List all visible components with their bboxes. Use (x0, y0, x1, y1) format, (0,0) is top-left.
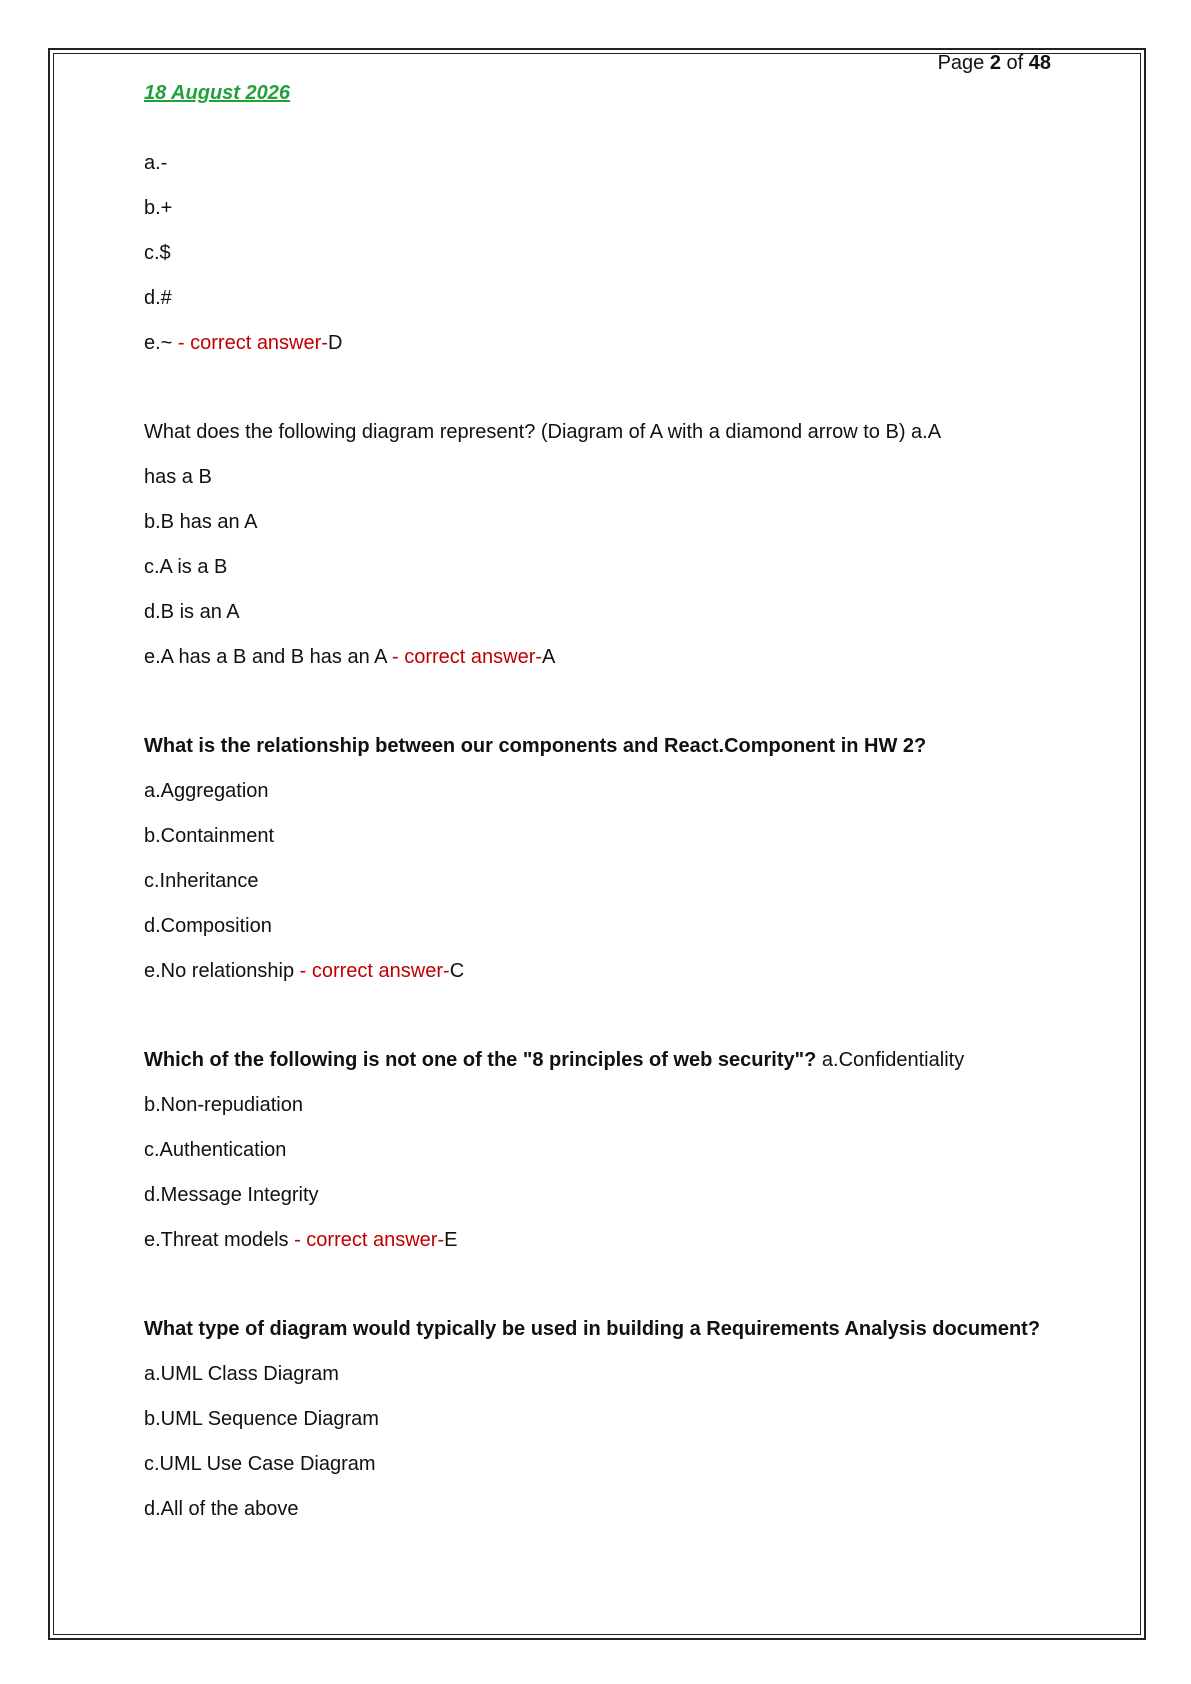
option-line: c.UML Use Case Diagram (144, 1453, 376, 1475)
option-line: a.- (144, 152, 168, 174)
answer-line: e.Threat models - correct answer-E (144, 1229, 458, 1251)
question-block (144, 1316, 1044, 1541)
option-line: b.Non-repudiation (144, 1094, 303, 1116)
answer-line: e.No relationship - correct answer-C (144, 960, 465, 982)
question-text: What is the relationship between our components and React.Component in HW 2? (144, 735, 927, 757)
document-date: 18 August 2026 (144, 82, 290, 104)
option-line: a.Aggregation (144, 780, 269, 802)
option-line: d.All of the above (144, 1498, 299, 1520)
question-text: Which of the following is not one of the "8 principles of web security"? a.Confidentiality (144, 1049, 965, 1071)
option-line: c.$ (144, 242, 171, 264)
option-line: b.B has an A (144, 511, 258, 533)
answer-marker: - correct answer- (172, 332, 328, 354)
question-block (144, 150, 1044, 375)
option-line: b.+ (144, 197, 173, 219)
document-body (144, 150, 1044, 1541)
question-block (144, 733, 1044, 1003)
answer-letter: A (542, 646, 556, 668)
page-number: Page 2 of 48 (937, 52, 1051, 74)
answer-line: e.A has a B and B has an A - correct answer-A (144, 646, 556, 668)
option-line: has a B (144, 466, 212, 488)
question-block (144, 1047, 1044, 1272)
option-line: d.# (144, 287, 172, 309)
answer-letter: C (449, 960, 465, 982)
answer-letter: D (327, 332, 343, 354)
option-line: b.UML Sequence Diagram (144, 1408, 379, 1430)
option-line: d.Composition (144, 915, 272, 937)
answer-line: e.~ - correct answer-D (144, 332, 343, 354)
option-line: d.B is an A (144, 601, 240, 623)
answer-marker: - correct answer- (288, 1229, 445, 1251)
question-block (144, 419, 1044, 689)
option-line: b.Containment (144, 825, 275, 847)
option-line: d.Message Integrity (144, 1184, 319, 1206)
option-line: c.Authentication (144, 1139, 287, 1161)
question-text: What type of diagram would typically be used in building a Requirements Analysis document? (144, 1318, 1041, 1340)
question-text: What does the following diagram represent? (Diagram of A with a diamond arrow to B) a.A (144, 421, 942, 443)
option-line: c.A is a B (144, 556, 228, 578)
answer-marker: - correct answer- (294, 960, 450, 982)
option-line: a.UML Class Diagram (144, 1363, 339, 1385)
option-line: c.Inheritance (144, 870, 259, 892)
answer-marker: - correct answer- (386, 646, 543, 668)
answer-letter: E (444, 1229, 458, 1251)
